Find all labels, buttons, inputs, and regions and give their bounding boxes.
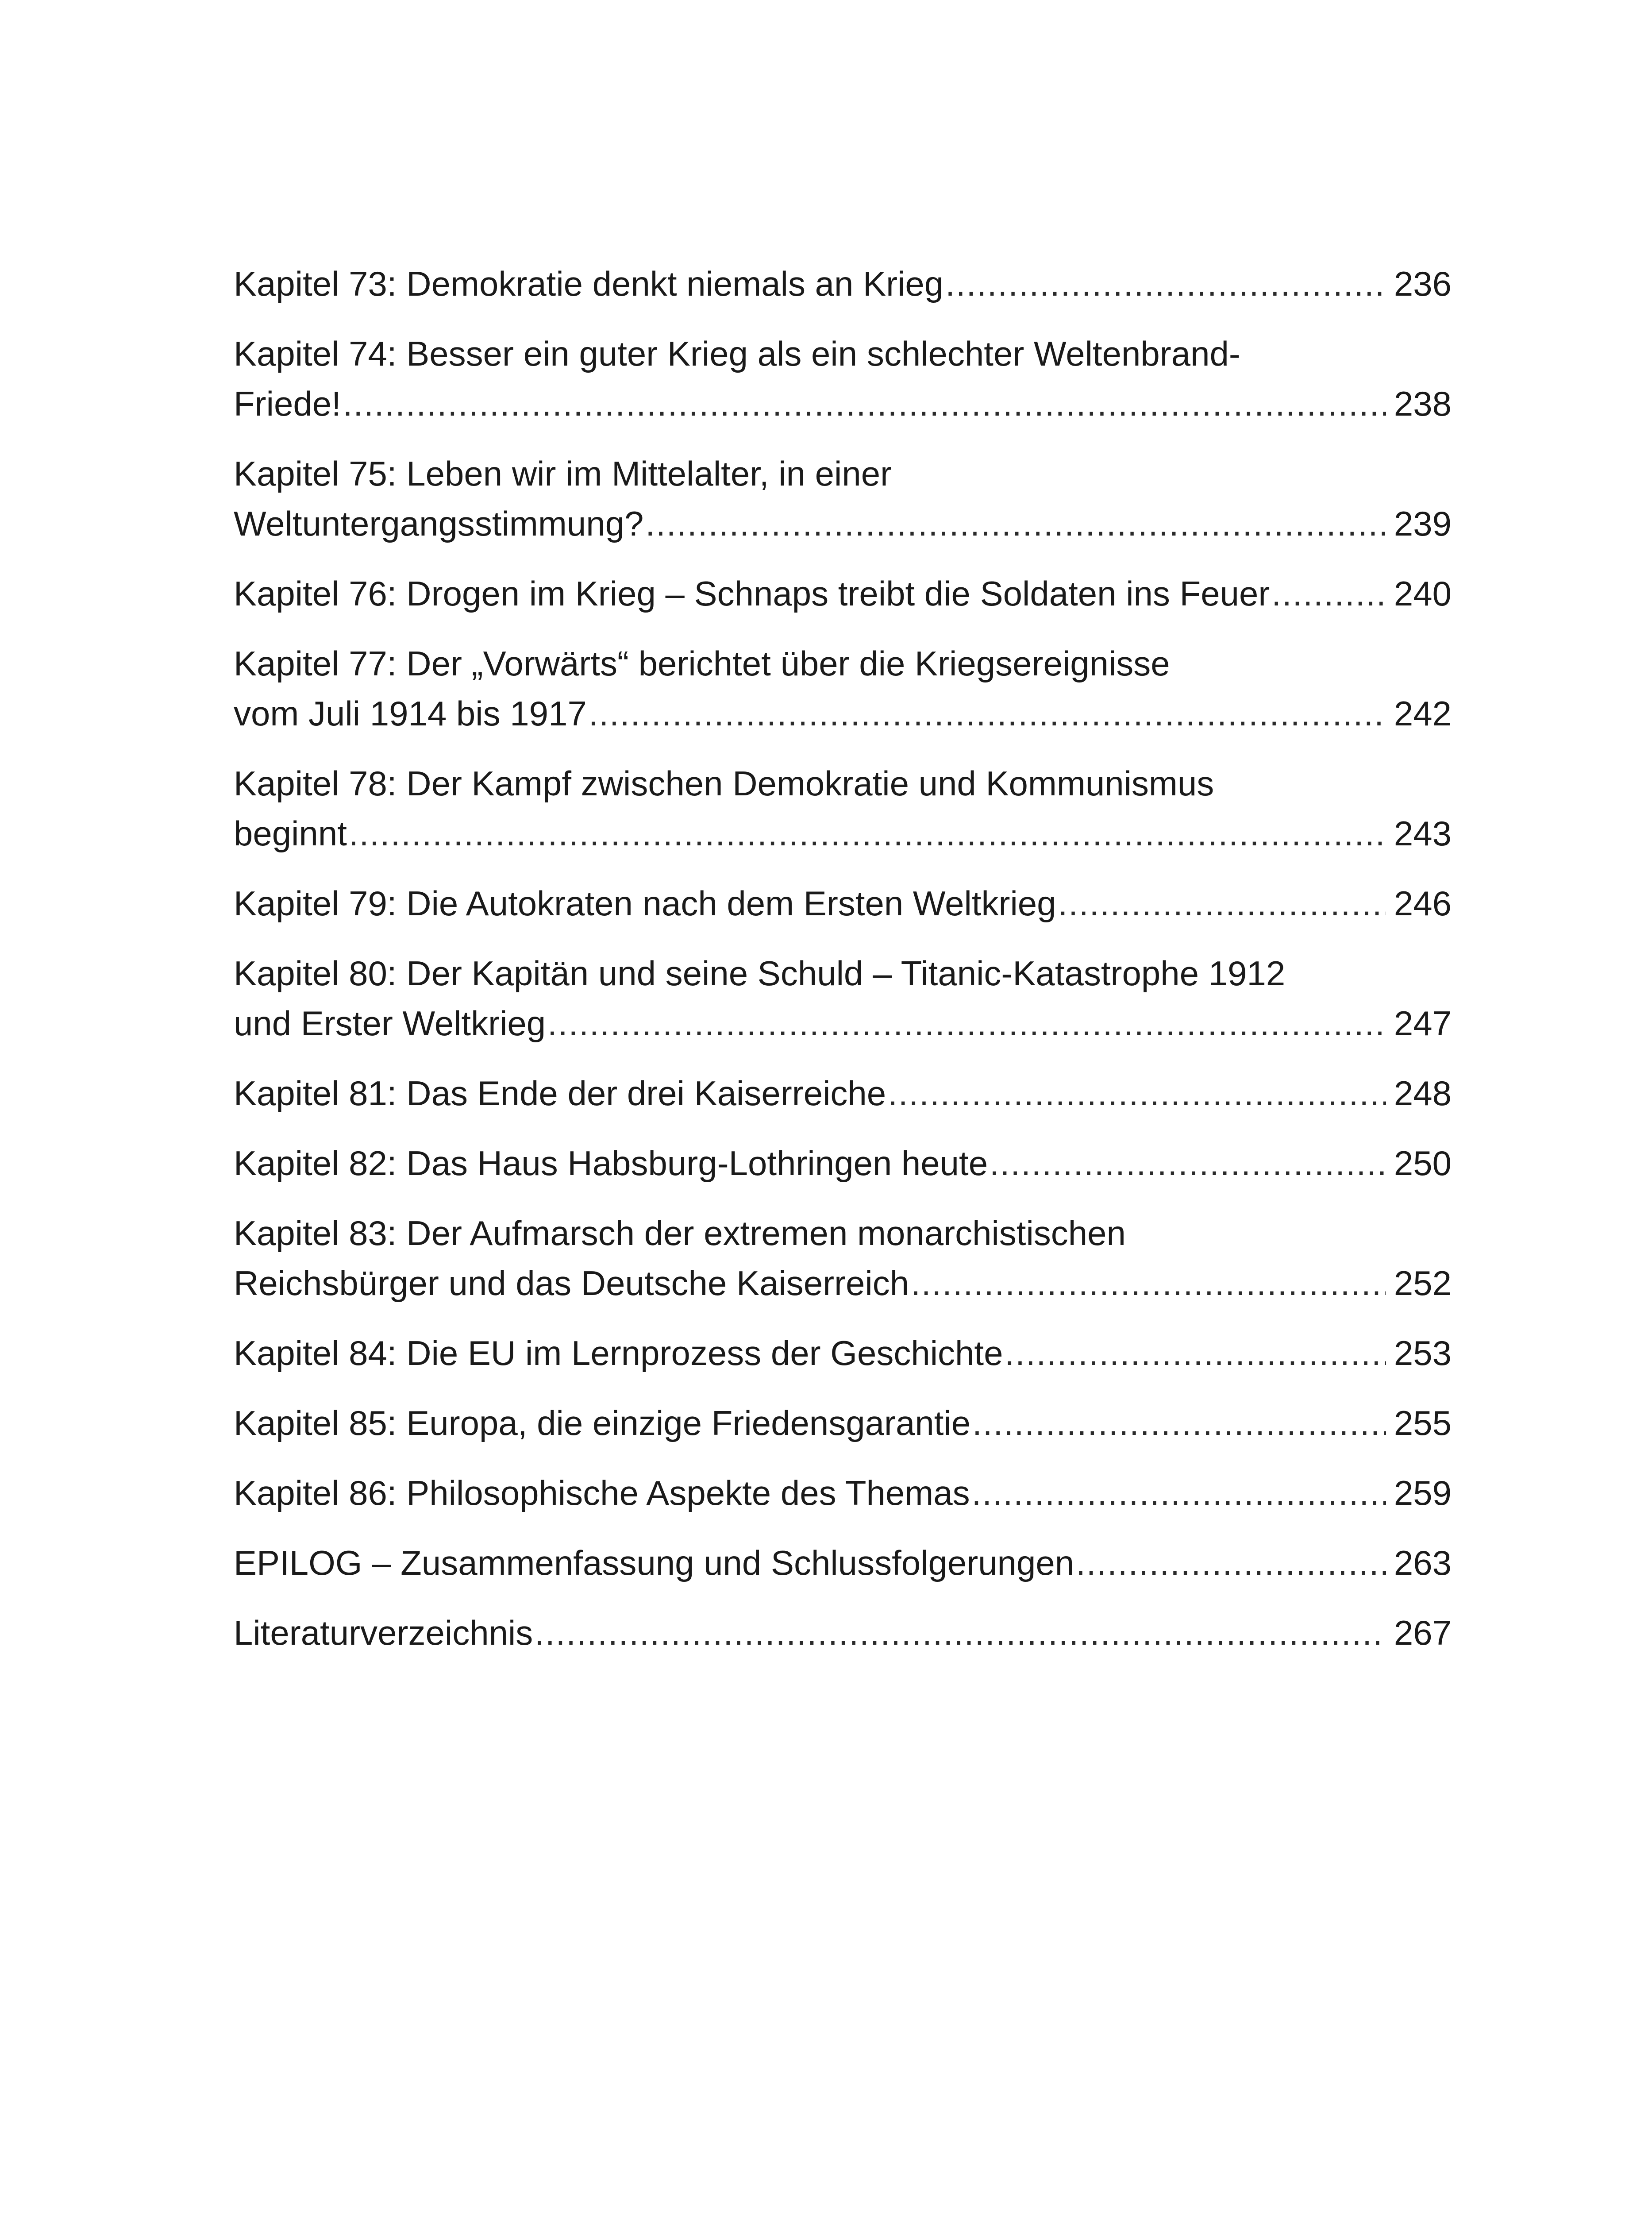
dot-leader — [972, 1468, 1386, 1518]
toc-entry-last-line — [234, 1538, 1452, 1588]
dot-leader — [945, 259, 1386, 309]
dot-leader — [972, 1398, 1386, 1448]
toc-entry-last-line — [234, 809, 1452, 859]
toc-entry-title-line: EPILOG – Zusammenfassung und Schlussfolgerungen — [234, 1543, 1074, 1582]
dot-leader — [1271, 569, 1386, 619]
toc-page-number: 250 — [1394, 1144, 1452, 1183]
toc-entry-title-line: Kapitel 80: Der Kapitän und seine Schuld – Titanic-Katastrophe 1912 — [234, 954, 1286, 993]
toc-entry[interactable] — [234, 879, 1452, 929]
toc-entry-title-line: Kapitel 84: Die EU im Lernprozess der Geschichte — [234, 1334, 1003, 1373]
toc-entry-title-line: Kapitel 73: Demokratie denkt niemals an Krieg — [234, 264, 944, 303]
toc-entry-title-line: Reichsbürger und das Deutsche Kaiserreich — [234, 1264, 909, 1303]
table-of-contents — [234, 259, 1452, 1678]
dot-leader — [535, 1608, 1386, 1658]
toc-entry-last-line — [234, 259, 1452, 309]
dot-leader — [990, 1138, 1386, 1188]
toc-entry[interactable] — [234, 1538, 1452, 1588]
toc-entry-last-line — [234, 689, 1452, 739]
toc-entry-title-line: Kapitel 74: Besser ein guter Krieg als ein schlechter Weltenbrand- — [234, 334, 1240, 373]
toc-page-number: 236 — [1394, 264, 1452, 303]
toc-entry-last-line — [234, 1138, 1452, 1188]
toc-entry[interactable] — [234, 259, 1452, 309]
toc-entry[interactable] — [234, 569, 1452, 619]
toc-entry[interactable] — [234, 329, 1452, 429]
toc-entry[interactable] — [234, 449, 1452, 549]
toc-entry-last-line — [234, 999, 1452, 1049]
toc-entry-title-line: Literaturverzeichnis — [234, 1613, 533, 1652]
toc-entry-title-line: Friede! — [234, 384, 341, 423]
toc-entry-title-line: vom Juli 1914 bis 1917 — [234, 694, 587, 733]
toc-entry-title-line: Kapitel 83: Der Aufmarsch der extremen monarchistischen — [234, 1214, 1126, 1253]
toc-entry-title-line: und Erster Weltkrieg — [234, 1004, 546, 1043]
toc-entry[interactable] — [234, 1608, 1452, 1658]
toc-page-number: 240 — [1394, 574, 1452, 613]
toc-entry-last-line — [234, 1258, 1452, 1308]
toc-entry-title-line: Kapitel 79: Die Autokraten nach dem Ersten Weltkrieg — [234, 884, 1056, 923]
toc-page-number: 239 — [1394, 504, 1452, 543]
toc-entry-last-line — [234, 1398, 1452, 1448]
toc-entry-last-line — [234, 569, 1452, 619]
toc-entry[interactable] — [234, 948, 1452, 1049]
dot-leader — [589, 689, 1386, 739]
toc-page-number: 253 — [1394, 1334, 1452, 1373]
toc-entry-title-line: Kapitel 76: Drogen im Krieg – Schnaps treibt die Soldaten ins Feuer — [234, 574, 1270, 613]
toc-entry-title-line: Kapitel 86: Philosophische Aspekte des Themas — [234, 1473, 970, 1512]
toc-page-number: 242 — [1394, 694, 1452, 733]
toc-page-number: 248 — [1394, 1074, 1452, 1113]
toc-entry[interactable] — [234, 1398, 1452, 1448]
toc-entry[interactable] — [234, 1138, 1452, 1188]
toc-entry-title-line: Kapitel 82: Das Haus Habsburg-Lothringen heute — [234, 1144, 988, 1183]
dot-leader — [911, 1258, 1386, 1308]
toc-page-number: 247 — [1394, 1004, 1452, 1043]
toc-page-number: 259 — [1394, 1473, 1452, 1512]
toc-entry-last-line — [234, 1608, 1452, 1658]
toc-entry-last-line — [234, 879, 1452, 929]
toc-entry-last-line — [234, 499, 1452, 549]
toc-entry[interactable] — [234, 1468, 1452, 1518]
toc-entry-last-line — [234, 1068, 1452, 1118]
toc-page-number: 243 — [1394, 814, 1452, 853]
toc-entry[interactable] — [234, 1208, 1452, 1308]
toc-entry-title-line: Weltuntergangsstimmung? — [234, 504, 644, 543]
dot-leader — [1058, 879, 1386, 929]
toc-entry-title-line: beginnt — [234, 814, 347, 853]
dot-leader — [349, 809, 1386, 859]
dot-leader — [888, 1068, 1386, 1118]
dot-leader — [1005, 1328, 1386, 1378]
toc-entry[interactable] — [234, 1328, 1452, 1378]
toc-entry-title-line: Kapitel 78: Der Kampf zwischen Demokratie und Kommunismus — [234, 764, 1214, 803]
toc-entry-last-line — [234, 379, 1452, 429]
toc-entry-title-line: Kapitel 81: Das Ende der drei Kaiserreiche — [234, 1074, 886, 1113]
toc-page-number: 267 — [1394, 1613, 1452, 1652]
dot-leader — [645, 499, 1386, 549]
toc-entry-last-line — [234, 1468, 1452, 1518]
toc-page-number: 263 — [1394, 1543, 1452, 1582]
toc-entry-title-line: Kapitel 85: Europa, die einzige Friedensgarantie — [234, 1403, 971, 1442]
toc-entry-title-line: Kapitel 75: Leben wir im Mittelalter, in einer — [234, 454, 892, 493]
toc-entry[interactable] — [234, 639, 1452, 739]
toc-page-number: 238 — [1394, 384, 1452, 423]
toc-page-number: 255 — [1394, 1403, 1452, 1442]
toc-entry[interactable] — [234, 759, 1452, 859]
toc-entry[interactable] — [234, 1068, 1452, 1118]
toc-page-number: 246 — [1394, 884, 1452, 923]
toc-entry-title-line: Kapitel 77: Der „Vorwärts“ berichtet über die Kriegsereignisse — [234, 644, 1170, 683]
toc-page-number: 252 — [1394, 1264, 1452, 1303]
toc-entry-last-line — [234, 1328, 1452, 1378]
dot-leader — [547, 999, 1386, 1049]
dot-leader — [343, 379, 1386, 429]
dot-leader — [1076, 1538, 1386, 1588]
